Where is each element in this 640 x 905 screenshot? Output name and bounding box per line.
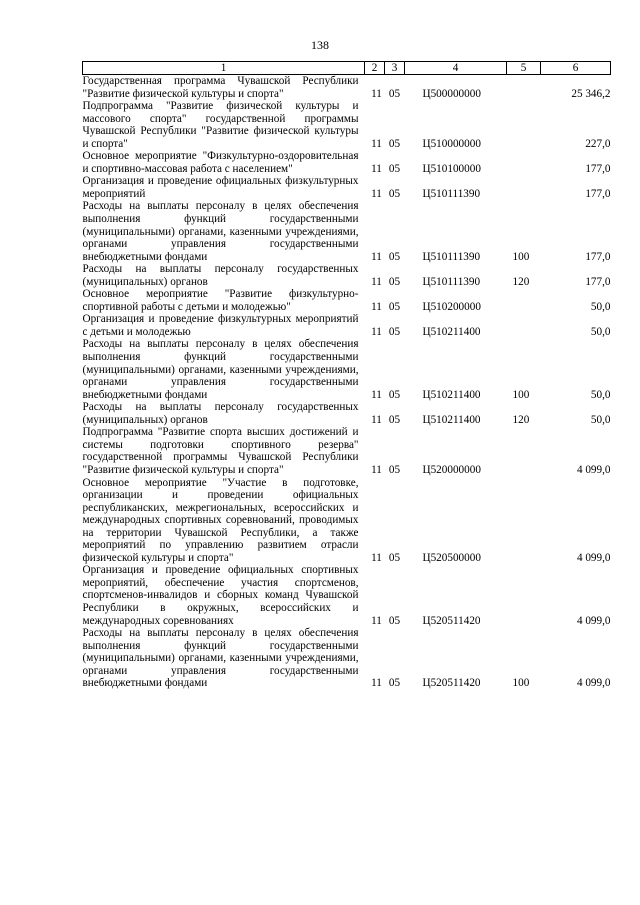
item-name: Расходы на выплаты персоналу в целях обеспечения выполнения функций государственными (муниципальными) органами, казенными учреждениями, органами управления государственными внебюджетными фондами xyxy=(82,338,359,401)
header-col-1: 1 xyxy=(83,62,365,75)
section-code: 11 xyxy=(371,300,382,313)
expense-type-code xyxy=(507,100,541,150)
subsection-code: 05 xyxy=(388,300,401,313)
table-row xyxy=(83,338,611,401)
amount: 50,0 xyxy=(590,388,611,401)
amount: 50,0 xyxy=(590,300,611,313)
header-col-2: 2 xyxy=(365,62,385,75)
expense-type-code: 100 xyxy=(512,677,530,690)
target-article-code: Ц510211400 xyxy=(422,413,481,426)
subsection-code: 05 xyxy=(388,614,401,627)
item-name: Организация и проведение физкультурных мероприятий с детьми и молодежью xyxy=(82,313,359,338)
amount: 227,0 xyxy=(585,137,611,150)
target-article-code: Ц520000000 xyxy=(422,463,481,476)
item-name: Организация и проведение официальных физкультурных мероприятий xyxy=(82,175,359,200)
page-number: 138 xyxy=(311,38,329,52)
table-row xyxy=(83,200,611,263)
expense-type-code: 100 xyxy=(512,388,530,401)
expense-type-code xyxy=(507,313,541,338)
expense-type-code xyxy=(507,426,541,476)
target-article-code: Ц520500000 xyxy=(422,551,481,564)
amount: 177,0 xyxy=(585,162,611,175)
item-name: Подпрограмма "Развитие физической культуры и массового спорта" государственной программы Чувашской Республики "Развитие физической культуры и спорта" xyxy=(82,100,359,150)
item-name: Основное мероприятие "Физкультурно-оздоровительная и спортивно-массовая работа с населением" xyxy=(82,150,359,175)
item-name: Основное мероприятие "Развитие физкультурно-спортивной работы с детьми и молодежью" xyxy=(82,288,359,313)
subsection-code: 05 xyxy=(388,87,401,100)
table-row xyxy=(83,150,611,175)
table-row xyxy=(83,627,611,690)
item-name: Расходы на выплаты персоналу государственных (муниципальных) органов xyxy=(82,263,359,288)
section-code: 11 xyxy=(371,137,382,150)
subsection-code: 05 xyxy=(388,250,401,263)
section-code: 11 xyxy=(371,187,382,200)
target-article-code: Ц510211400 xyxy=(422,388,481,401)
header-col-4: 4 xyxy=(405,62,507,75)
target-article-code: Ц510211400 xyxy=(422,325,481,338)
item-name: Основное мероприятие "Участие в подготовке, организации и проведении официальных республиканских, межрегиональных, всероссийских и международных спортивных соревнований, проводимых на территории Чувашской Республики, а также мероприятий по управлению развитием отрасли физической культуры и спорта" xyxy=(82,476,359,564)
section-code: 11 xyxy=(371,463,382,476)
section-code: 11 xyxy=(371,388,382,401)
target-article-code: Ц500000000 xyxy=(422,87,481,100)
target-article-code: Ц510000000 xyxy=(422,137,481,150)
amount: 177,0 xyxy=(585,187,611,200)
header-col-5: 5 xyxy=(507,62,541,75)
amount: 4 099,0 xyxy=(576,551,611,564)
subsection-code: 05 xyxy=(388,162,401,175)
subsection-code: 05 xyxy=(388,137,401,150)
subsection-code: 05 xyxy=(388,413,401,426)
expense-type-code: 120 xyxy=(512,413,530,426)
section-code: 11 xyxy=(371,250,382,263)
header-col-3: 3 xyxy=(385,62,405,75)
target-article-code: Ц510111390 xyxy=(422,187,481,200)
item-name: Расходы на выплаты персоналу государственных (муниципальных) органов xyxy=(82,401,359,426)
expense-type-code xyxy=(507,75,541,101)
table-header-row xyxy=(83,62,611,75)
expense-type-code: 100 xyxy=(512,250,530,263)
table-row xyxy=(83,75,611,101)
amount: 177,0 xyxy=(585,250,611,263)
item-name: Расходы на выплаты персоналу в целях обеспечения выполнения функций государственными (муниципальными) органами, казенными учреждениями, органами управления государственными внебюджетными фондами xyxy=(82,200,359,263)
table-row xyxy=(83,564,611,627)
target-article-code: Ц520511420 xyxy=(422,614,481,627)
section-code: 11 xyxy=(371,413,382,426)
table-row xyxy=(83,477,611,565)
target-article-code: Ц520511420 xyxy=(422,677,481,690)
section-code: 11 xyxy=(371,614,382,627)
expense-type-code xyxy=(507,175,541,200)
section-code: 11 xyxy=(371,87,382,100)
subsection-code: 05 xyxy=(388,463,401,476)
section-code: 11 xyxy=(371,677,382,690)
subsection-code: 05 xyxy=(388,275,401,288)
budget-table xyxy=(82,61,611,690)
table-row xyxy=(83,401,611,426)
subsection-code: 05 xyxy=(388,677,401,690)
target-article-code: Ц510200000 xyxy=(422,300,481,313)
table-row xyxy=(83,426,611,476)
section-code: 11 xyxy=(371,551,382,564)
amount: 4 099,0 xyxy=(576,463,611,476)
item-name: Организация и проведение официальных спортивных мероприятий, обеспечение участия спортсменов, спортсменов-инвалидов и сборных команд Чувашской Республики в окружных, всероссийских и международных соревнованиях xyxy=(82,564,359,627)
target-article-code: Ц510111390 xyxy=(422,250,481,263)
section-code: 11 xyxy=(371,275,382,288)
subsection-code: 05 xyxy=(388,187,401,200)
amount: 4 099,0 xyxy=(576,677,611,690)
subsection-code: 05 xyxy=(388,388,401,401)
item-name: Подпрограмма "Развитие спорта высших достижений и системы подготовки спортивного резерва" государственной программы Чувашской Республики "Развитие физической культуры и спорта" xyxy=(82,426,359,476)
expense-type-code: 120 xyxy=(512,275,530,288)
header-col-6: 6 xyxy=(541,62,611,75)
expense-type-code xyxy=(507,150,541,175)
section-code: 11 xyxy=(371,162,382,175)
table-row xyxy=(83,175,611,200)
expense-type-code xyxy=(507,288,541,313)
target-article-code: Ц510100000 xyxy=(422,162,481,175)
amount: 50,0 xyxy=(590,413,611,426)
amount: 50,0 xyxy=(590,325,611,338)
table-row xyxy=(83,100,611,150)
amount: 4 099,0 xyxy=(576,614,611,627)
item-name: Расходы на выплаты персоналу в целях обеспечения выполнения функций государственными (муниципальными) органами, казенными учреждениями, органами управления государственными внебюджетными фондами xyxy=(82,627,359,690)
amount: 177,0 xyxy=(585,275,611,288)
section-code: 11 xyxy=(371,325,382,338)
expense-type-code xyxy=(507,477,541,565)
table-row xyxy=(83,288,611,313)
table-row xyxy=(83,313,611,338)
item-name: Государственная программа Чувашской Республики "Развитие физической культуры и спорта" xyxy=(82,75,359,100)
table-row xyxy=(83,263,611,288)
subsection-code: 05 xyxy=(388,325,401,338)
subsection-code: 05 xyxy=(388,551,401,564)
target-article-code: Ц510111390 xyxy=(422,275,481,288)
expense-type-code xyxy=(507,564,541,627)
amount: 25 346,2 xyxy=(571,87,611,100)
